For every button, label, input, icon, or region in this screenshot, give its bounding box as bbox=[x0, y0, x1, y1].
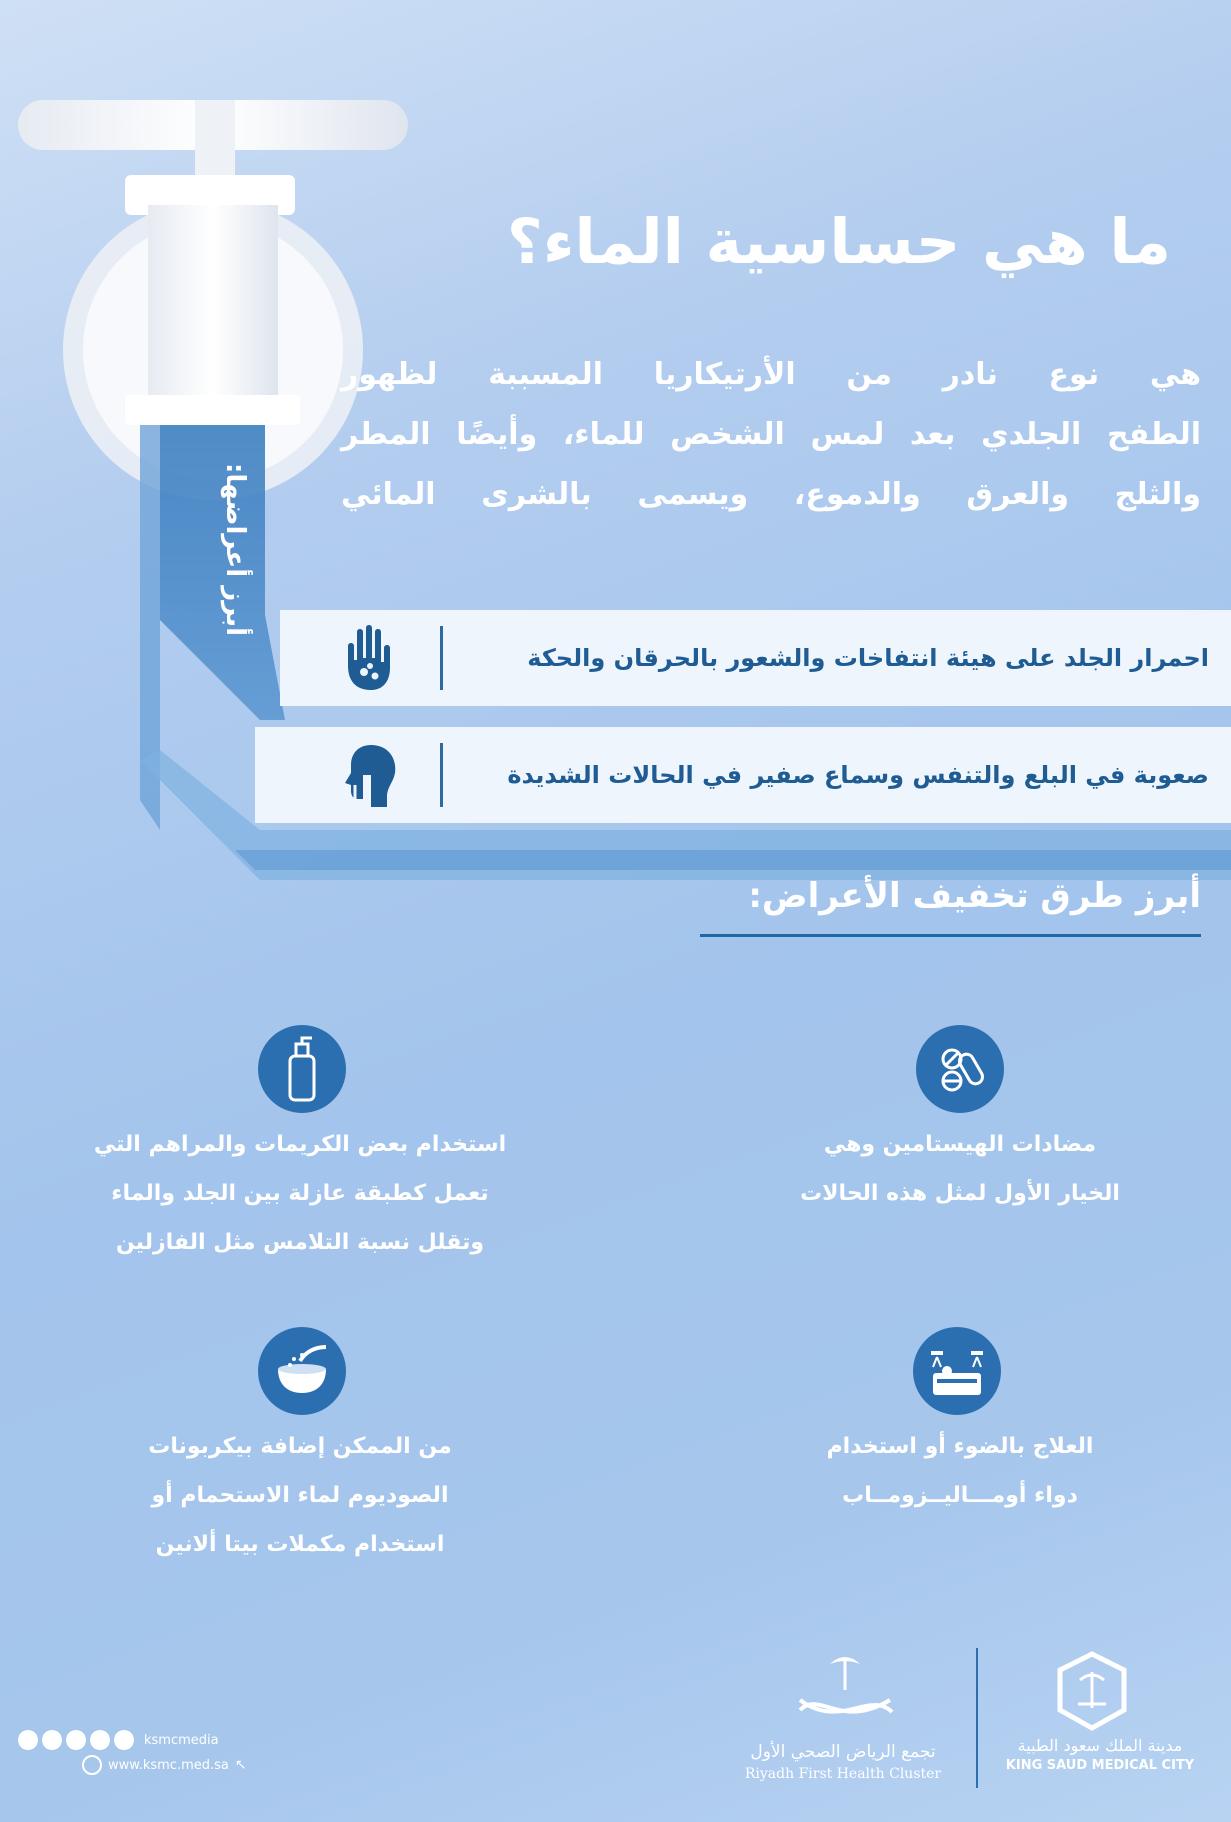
throat-icon bbox=[335, 741, 401, 809]
symptoms-label: أبرز أعراضها: bbox=[220, 463, 250, 637]
page-title: ما هي حساسية الماء؟ bbox=[506, 205, 1171, 278]
pills-icon bbox=[916, 1025, 1004, 1113]
cursor-icon: ↖ bbox=[234, 1757, 247, 1773]
relief-heading: أبرز طرق تخفيف الأعراض: bbox=[748, 876, 1201, 916]
tip-text bbox=[90, 1120, 510, 1267]
cluster-name-en: Riyadh First Health Cluster bbox=[744, 1766, 942, 1782]
ksmc-name-ar: مدينة الملك سعود الطبية bbox=[1017, 1736, 1183, 1755]
globe-icon bbox=[82, 1755, 102, 1775]
symptom-text: صعوبة في البلع والتنفس وسماع صفير في الحالات الشديدة bbox=[507, 761, 1209, 789]
intro-line: والثلج والعرق والدموع، ويسمى بالشرى المائي bbox=[341, 477, 1201, 512]
symptom-banner bbox=[255, 727, 1231, 823]
social-icons bbox=[18, 1730, 219, 1750]
tip-text bbox=[760, 1120, 1160, 1218]
light-therapy-icon bbox=[913, 1327, 1001, 1415]
tip-text bbox=[780, 1422, 1140, 1520]
intro-paragraph bbox=[341, 345, 1201, 525]
heading-underline bbox=[700, 934, 1201, 937]
snapchat-icon[interactable] bbox=[114, 1730, 134, 1750]
footer-divider bbox=[976, 1648, 978, 1788]
divider bbox=[440, 743, 443, 807]
divider bbox=[440, 626, 443, 690]
ksmc-logo bbox=[1050, 1650, 1134, 1734]
symptom-text: احمرار الجلد على هيئة انتفاخات والشعور بالحرقان والحكة bbox=[527, 644, 1209, 672]
tip-line: تعمل كطبقة عازلة بين الجلد والماء bbox=[111, 1181, 489, 1206]
tip-line: وتقلل نسبة التلامس مثل الفازلين bbox=[115, 1230, 485, 1255]
social-handle: ksmcmedia bbox=[144, 1732, 219, 1748]
tip-line: الصوديوم لماء الاستحمام أو bbox=[151, 1483, 449, 1508]
intro-line: الطفح الجلدي بعد لمس الشخص للماء، وأيضًا المطر bbox=[341, 417, 1201, 452]
tip-line: دواء أومـــاليــزومــاب bbox=[842, 1483, 1078, 1508]
tip-text bbox=[110, 1422, 490, 1569]
riyadh-cluster-logo bbox=[780, 1650, 910, 1740]
tip-line: استخدام مكملات بيتا ألانين bbox=[155, 1532, 445, 1557]
tip-line: الخيار الأول لمثل هذه الحالات bbox=[800, 1181, 1120, 1206]
youtube-icon[interactable] bbox=[18, 1730, 38, 1750]
intro-line: هي نوع نادر من الأرتيكاريا المسببة لظهور bbox=[341, 357, 1201, 392]
hand-icon bbox=[338, 624, 404, 692]
tip-line: مضادات الهيستامين وهي bbox=[823, 1132, 1097, 1157]
tip-line: من الممكن إضافة بيكربونات bbox=[148, 1434, 452, 1459]
tip-line: العلاج بالضوء أو استخدام bbox=[826, 1434, 1094, 1459]
cluster-name-ar: تجمع الرياض الصحي الأول bbox=[750, 1742, 936, 1762]
facebook-icon[interactable] bbox=[42, 1730, 62, 1750]
website-link[interactable] bbox=[82, 1755, 247, 1775]
tip-line: استخدام بعض الكريمات والمراهم التي bbox=[93, 1132, 507, 1157]
ksmc-name-en: KING SAUD MEDICAL CITY bbox=[1005, 1758, 1195, 1773]
twitter-icon[interactable] bbox=[66, 1730, 86, 1750]
cream-bottle-icon bbox=[258, 1025, 346, 1113]
powder-bowl-icon bbox=[258, 1327, 346, 1415]
instagram-icon[interactable] bbox=[90, 1730, 110, 1750]
website-text: www.ksmc.med.sa bbox=[108, 1757, 229, 1773]
symptom-banner bbox=[280, 610, 1231, 706]
